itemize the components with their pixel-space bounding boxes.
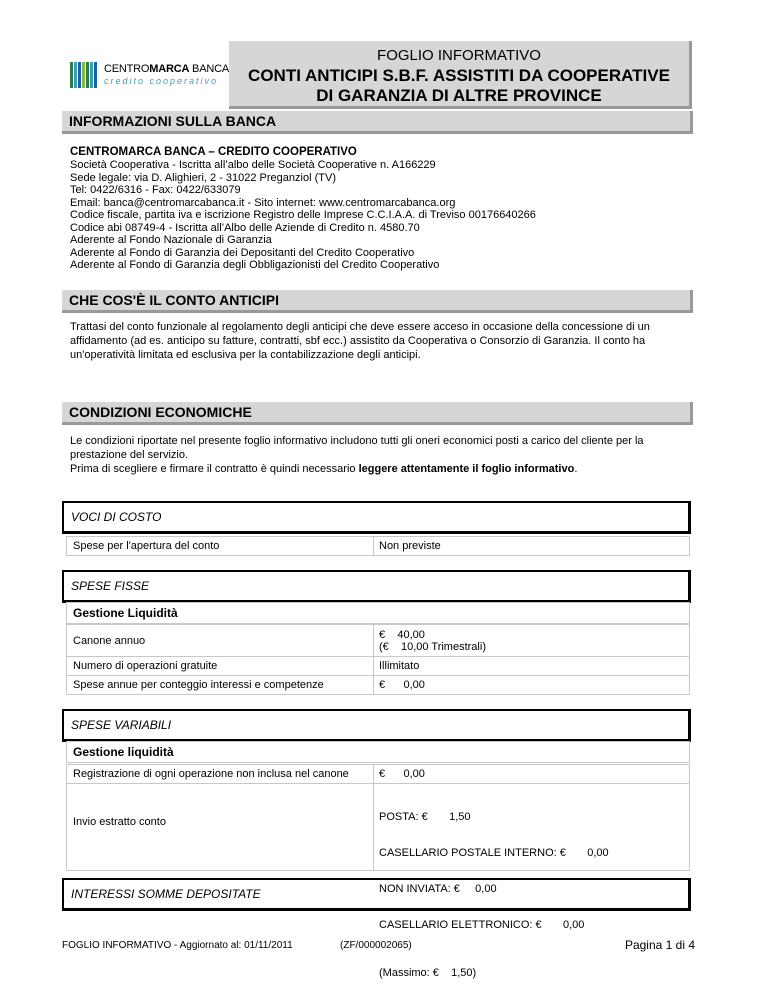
- bank-detail-line: Tel: 0422/6316 - Fax: 0422/633079: [70, 184, 241, 196]
- page-number: Pagina 1 di 4: [624, 938, 695, 952]
- doc-title-line-1: CONTI ANTICIPI S.B.F. ASSISTITI DA COOPERATIVE: [248, 66, 670, 85]
- section-bank-info: [62, 111, 693, 134]
- bank-logo: [70, 60, 230, 90]
- bank-detail-line: Aderente al Fondo Nazionale di Garanzia: [70, 234, 272, 246]
- bank-detail-line: Sede legale: via D. Alighieri, 2 - 31022 Preganziol (TV): [70, 171, 336, 184]
- footer-code: (ZF/000002065): [340, 940, 412, 951]
- logo-mark-icon: [70, 60, 100, 90]
- table-heading: SPESE FISSE: [71, 579, 150, 593]
- table-head-voci-di-costo: [62, 501, 691, 534]
- row-value: Illimitato: [379, 660, 420, 672]
- section-heading: CONDIZIONI ECONOMICHE: [69, 404, 252, 420]
- row-value: € 0,00: [379, 768, 425, 780]
- table-head-spese-fisse: [62, 570, 691, 603]
- footer-left: FOGLIO INFORMATIVO - Aggiornato al: 01/11/2011: [62, 940, 293, 951]
- section-conditions: [62, 402, 693, 425]
- bank-detail-line: Codice fiscale, partita iva e iscrizione Registro delle Imprese C.C.I.A.A. di Treviso 00176640266: [70, 209, 536, 221]
- row-label: Numero di operazioni gratuite: [73, 660, 218, 672]
- table-row: [66, 624, 690, 658]
- bank-details: [70, 159, 536, 272]
- table-heading: SPESE VARIABILI: [71, 718, 172, 732]
- section-heading: INFORMAZIONI SULLA BANCA: [69, 113, 277, 129]
- row-value: € 40,00 (€ 10,00 Trimestrali): [379, 629, 486, 653]
- doc-title-line-2: DI GARANZIA DI ALTRE PROVINCE: [316, 86, 602, 105]
- table-head-interessi: [62, 878, 691, 911]
- bank-name: CENTROMARCA BANCA – CREDITO COOPERATIVO: [70, 146, 357, 158]
- row-label: Invio estratto conto: [73, 816, 166, 828]
- subheading-gestione-liquidita: Gestione Liquidità: [66, 602, 690, 624]
- logo-subtitle: credito cooperativo: [104, 76, 219, 86]
- table-row: [66, 764, 690, 784]
- subheading-gestione-liquidita: Gestione liquidità: [66, 741, 690, 763]
- bank-detail-line: Aderente al Fondo di Garanzia dei Depositanti del Credito Cooperativo: [70, 246, 415, 259]
- row-label: Spese annue per conteggio interessi e competenze: [73, 679, 324, 691]
- table-row: [66, 675, 690, 695]
- doc-type: FOGLIO INFORMATIVO: [377, 47, 541, 64]
- row-value: POSTA: € 1,50 CASELLARIO POSTALE INTERNO: € 0,00 NON INVIATA: € 0,00 CASELLARIO ELETTRONICO: € 0,00 (Massimo: € 1,50): [379, 811, 609, 979]
- table-head-spese-variabili: [62, 709, 691, 742]
- row-value: € 0,00: [379, 679, 425, 691]
- bank-detail-line: Società Cooperativa - Iscritta all’albo delle Società Cooperative n. A166229: [70, 159, 436, 171]
- table-row: [66, 656, 690, 676]
- what-is-text: Trattasi del conto funzionale al regolamento degli anticipi che deve essere acceso in occasione della concessione di un affidamento (ad es. anticipo su fatture, contratti, sbf ecc.) assistito da Cooperativa o Consorzio di Garanzia. Il conto ha un'operatività limitata ed esclusiva per la contabilizzazione degli anticipi.: [70, 321, 650, 361]
- row-label: Registrazione di ogni operazione non inclusa nel canone: [73, 768, 349, 780]
- section-heading: CHE COS'È IL CONTO ANTICIPI: [69, 292, 279, 308]
- bank-detail-line: Codice abi 08749-4 - Iscritta all’Albo delle Aziende di Credito n. 4580.70: [70, 221, 420, 234]
- table-row: [66, 536, 690, 556]
- row-label: Spese per l'apertura del conto: [73, 540, 220, 552]
- table-heading: VOCI DI COSTO: [71, 510, 162, 524]
- conditions-intro: Le condizioni riportate nel presente foglio informativo includono tutti gli oneri economici posti a carico del cliente per la prestazione del servizio.: [70, 435, 644, 461]
- logo-brand-text: CENTROMARCA BANCA: [104, 63, 229, 75]
- conditions-advice: Prima di scegliere e firmare il contratto è quindi necessario leggere attentamente il foglio informativo.: [70, 463, 578, 475]
- row-value: Non previste: [379, 540, 441, 552]
- row-label: Canone annuo: [73, 635, 146, 647]
- table-heading: INTERESSI SOMME DEPOSITATE: [71, 887, 261, 901]
- bank-detail-line: Aderente al Fondo di Garanzia degli Obbligazionisti del Credito Cooperativo: [70, 259, 440, 271]
- bank-detail-line: Email: banca@centromarcabanca.it - Sito internet: www.centromarcabanca.org: [70, 196, 456, 209]
- section-what-is: [62, 290, 693, 313]
